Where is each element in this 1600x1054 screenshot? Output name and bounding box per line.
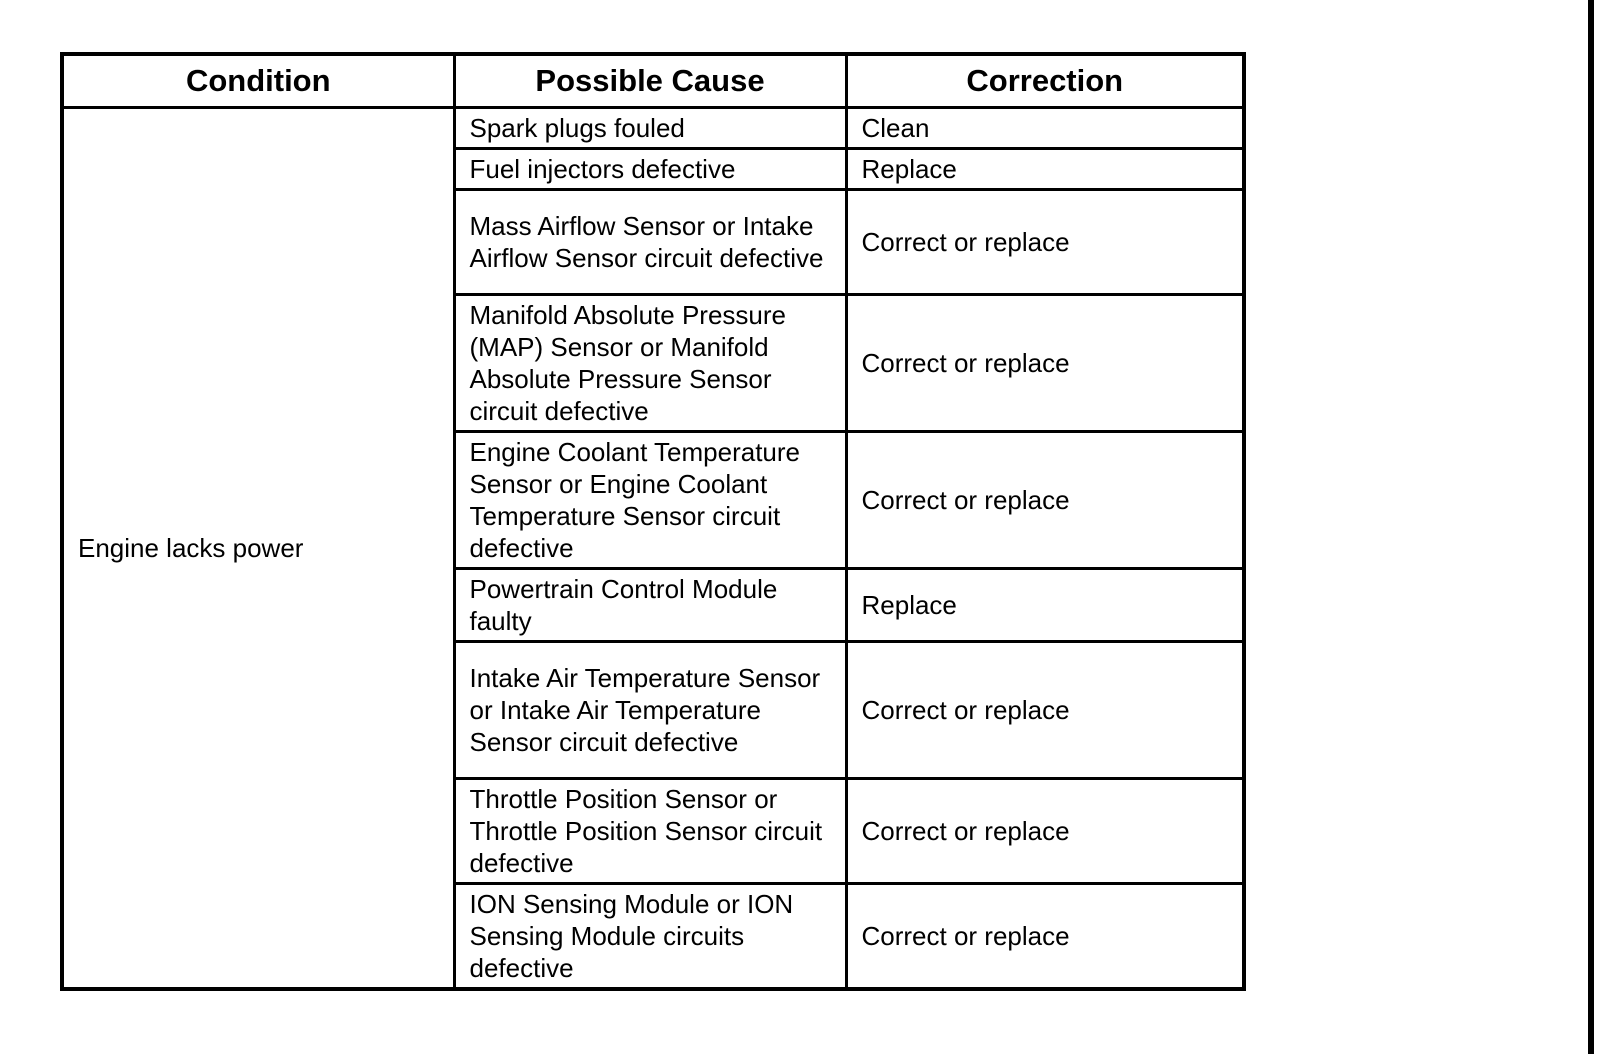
correction-cell: Correct or replace [846,642,1244,779]
correction-cell: Clean [846,108,1244,149]
header-condition: Condition [62,54,454,108]
header-possible-cause: Possible Cause [454,54,846,108]
cause-cell: Powertrain Control Module faulty [454,569,846,642]
cause-cell: ION Sensing Module or ION Sensing Module circuits defective [454,884,846,989]
correction-cell: Replace [846,149,1244,190]
condition-cell: Engine lacks power [62,108,454,989]
cause-cell: Engine Coolant Temperature Sensor or Engine Coolant Temperature Sensor circuit defective [454,432,846,569]
correction-cell: Correct or replace [846,884,1244,989]
cause-cell: Intake Air Temperature Sensor or Intake Air Temperature Sensor circuit defective [454,642,846,779]
correction-cell: Correct or replace [846,432,1244,569]
table-row [62,108,1244,149]
correction-cell: Correct or replace [846,779,1244,884]
correction-cell: Correct or replace [846,190,1244,295]
cause-cell: Mass Airflow Sensor or Intake Airflow Sensor circuit defective [454,190,846,295]
cause-cell: Manifold Absolute Pressure (MAP) Sensor or Manifold Absolute Pressure Sensor circuit defective [454,295,846,432]
header-row [62,54,1244,108]
correction-cell: Correct or replace [846,295,1244,432]
cause-cell: Fuel injectors defective [454,149,846,190]
cause-cell: Spark plugs fouled [454,108,846,149]
diagnosis-table [60,52,1246,991]
page-edge-rule [1588,0,1594,1054]
header-correction: Correction [846,54,1244,108]
correction-cell: Replace [846,569,1244,642]
cause-cell: Throttle Position Sensor or Throttle Position Sensor circuit defective [454,779,846,884]
